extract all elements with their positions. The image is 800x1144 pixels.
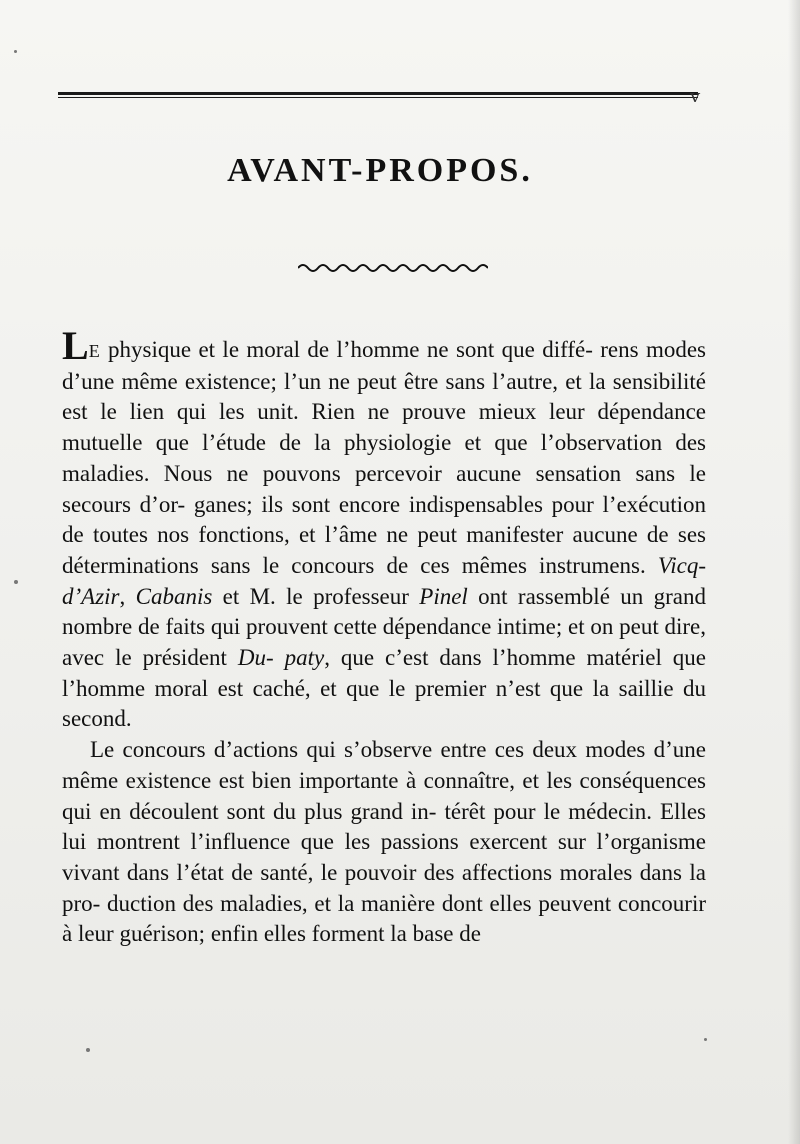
drop-cap-continuation: E: [88, 341, 101, 361]
paragraph-1-text-d: ont rassemblé un grand nombre de faits qui prouvent cette dépendance intime; et on peut dire, avec le président: [62, 583, 706, 671]
paragraph-1-text-a: physique et le moral de l’homme ne sont que diffé- rens modes d’une même existence; l’un ne peut être sans l’autre, et la sensibilité est le lien qui les unit. Rien ne prouve mieux leur dépendance mutuelle que l’étude de la physiologie et que l’observation des maladies. Nous ne pouvons percevoir aucune sensation sans le secours d’or- ganes; ils sont encore indispensables pour l’exécution de toutes nos fonctions, et l’âme ne peut manifester aucune de ses déterminations sans le concours de ces mêmes instrumens.: [62, 337, 706, 578]
drop-cap: L: [62, 323, 89, 368]
ink-speck: [14, 50, 17, 53]
page-edge-shadow: [788, 0, 800, 1144]
name-dupaty: Du- paty: [237, 645, 325, 671]
ornament-squiggle: [298, 262, 488, 274]
page-title: AVANT-PROPOS.: [227, 152, 533, 189]
paragraph-2: Le concours d’actions qui s’observe entre ces deux modes d’une même existence est bien importante à connaître, et les conséquences qui en découlent sont du plus grand in- térêt pour le médecin. Elles lui montrent l’influence que les passions exercent sur l’organisme vivant dans l’état de santé, le pouvoir des affections morales dans la pro- duction des maladies, et la manière dont elles peuvent concourir à leur guérison; enfin elles forment la base de: [62, 737, 706, 947]
header-rule-thick: [58, 92, 698, 95]
ink-speck: [704, 1038, 707, 1041]
paragraph-1: [62, 323, 707, 735]
name-cabanis: Cabanis: [135, 583, 213, 609]
paragraph-1-text-e: , que c’est dans l’homme matériel que l’homme moral est caché, et que le premier n’est que la saillie du second.: [62, 645, 707, 732]
paragraph-1-text-b: ,: [119, 583, 136, 609]
page-mark: v: [690, 86, 701, 107]
paragraph-1-text-c: et M. le professeur: [212, 583, 420, 609]
body-text: [62, 323, 707, 950]
header-rule-thin: [58, 97, 698, 98]
ink-speck: [86, 1048, 90, 1052]
name-pinel: Pinel: [419, 583, 468, 609]
ink-speck: [14, 580, 18, 584]
name-vicq-dazir: Vicq-d’Azir: [62, 552, 706, 609]
